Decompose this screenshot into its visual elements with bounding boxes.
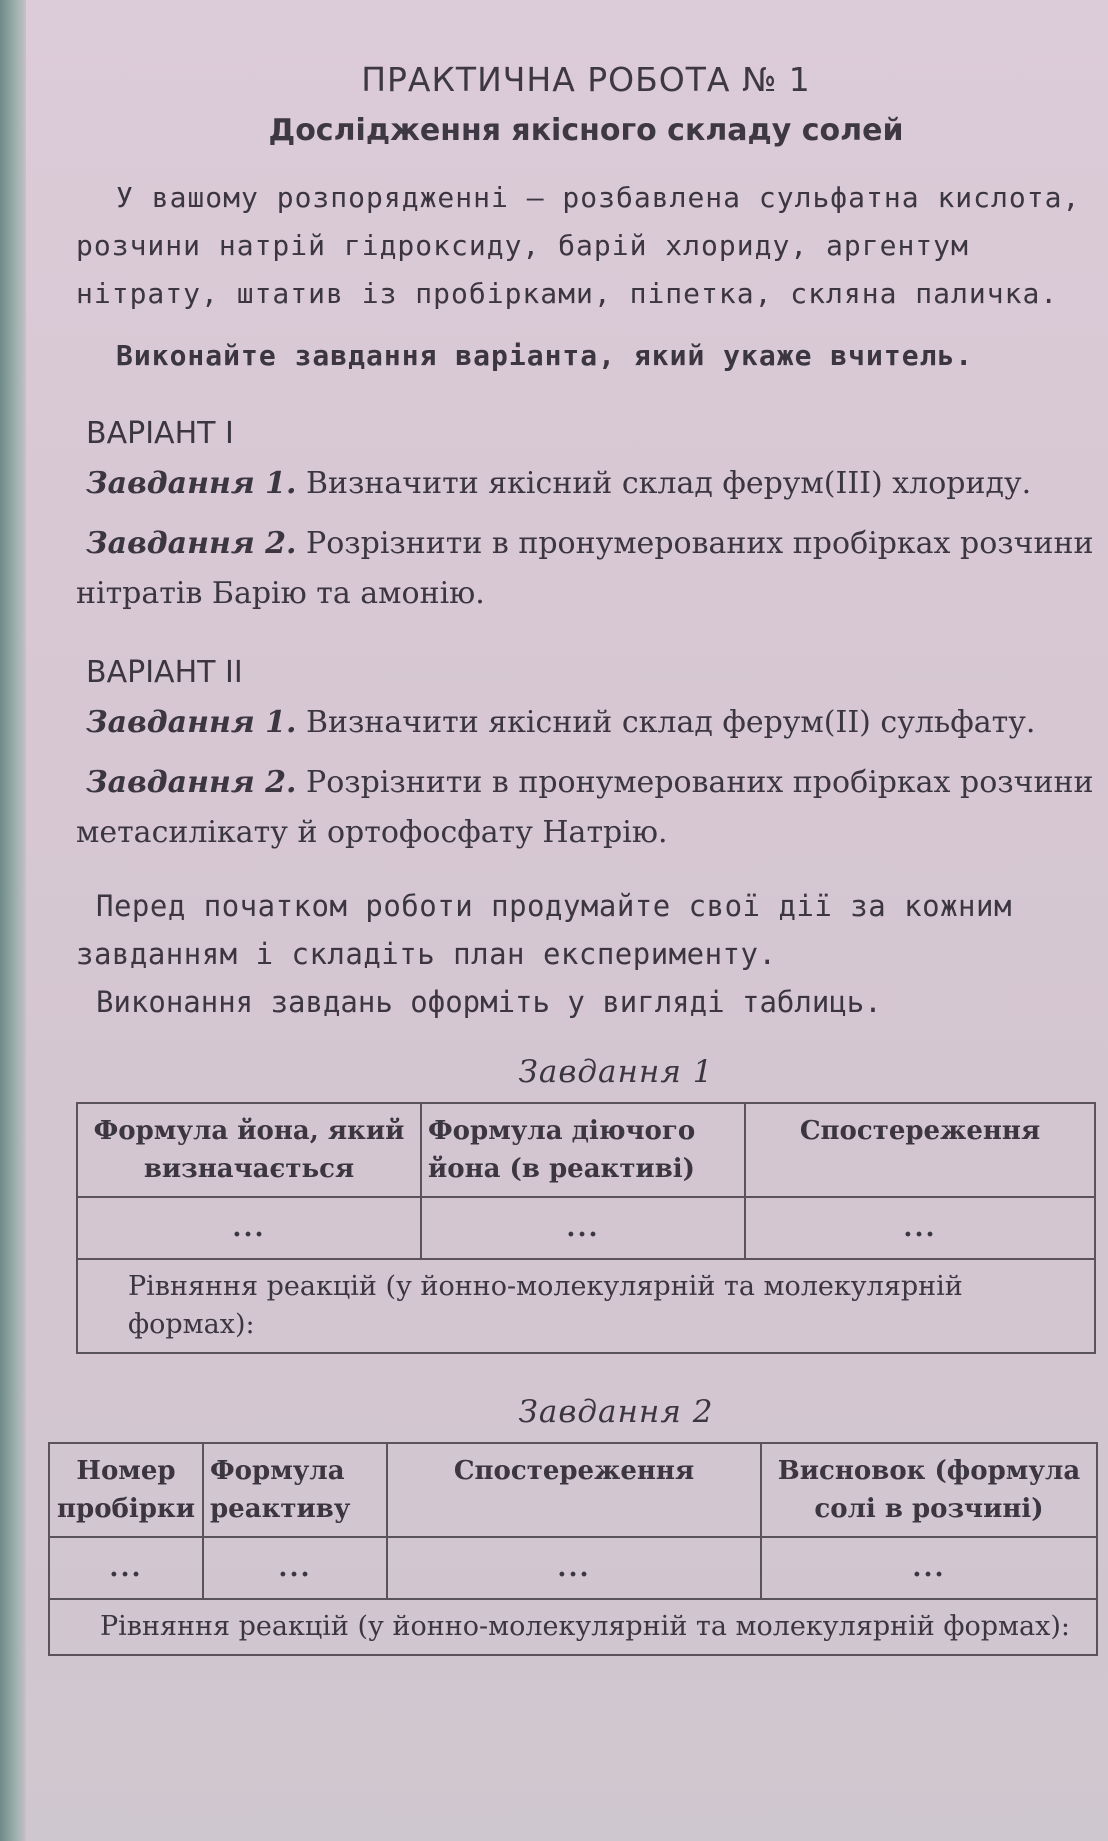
instructions-plan: Перед початком роботи продумайте свої дії за кожним завданням і складіть план експерименту.: [76, 889, 1012, 971]
table-1: [76, 1102, 1096, 1354]
table-2-caption: Завдання 2: [518, 1394, 714, 1430]
variant-1-task-1: [76, 459, 1096, 509]
table-header-cell: Спостереження: [745, 1103, 1095, 1197]
table-equation-row: [77, 1259, 1095, 1353]
table-header-cell: Висновок (формула солі в розчині): [761, 1443, 1097, 1537]
task-label: Завдання 1.: [86, 466, 297, 501]
equation-cell: Рівняння реакцій (у йонно-молекулярній та молекулярній формах):: [77, 1259, 1095, 1353]
task-text: Визначити якісний склад ферум(II) сульфату.: [296, 705, 1036, 740]
task-label: Завдання 2.: [86, 526, 297, 561]
table-header-cell: Формула діючого йона (в реактиві): [421, 1103, 745, 1197]
table-cell: ...: [387, 1537, 761, 1599]
table-header-row: [77, 1103, 1095, 1197]
variant-2-task-2: [76, 758, 1096, 858]
table-header-cell: Спостереження: [387, 1443, 761, 1537]
intro-instruction: Виконайте завдання варіанта, який укаже вчитель.: [116, 339, 974, 372]
table-row: [49, 1537, 1097, 1599]
variant-2-task-1: [76, 698, 1096, 748]
page-content: [56, 60, 1096, 1656]
table-equation-row: [49, 1599, 1097, 1655]
task-label: Завдання 2.: [86, 765, 297, 800]
textbook-page: [26, 0, 1108, 1841]
task-label: Завдання 1.: [86, 705, 297, 740]
table-cell: ...: [49, 1537, 203, 1599]
equation-cell: Рівняння реакцій (у йонно-молекулярній та молекулярній формах):: [49, 1599, 1097, 1655]
variant-1-task-2: [76, 519, 1096, 619]
task-text: Розрізнити в пронумерованих пробірках розчини нітратів Барію та амонію.: [76, 526, 1094, 611]
intro-paragraph: У вашому розпорядженні — розбавлена сульфатна кислота, розчини натрій гідроксиду, барій хлориду, аргентум нітрату, штатив із пробірками, піпетка, скляна паличка.: [76, 181, 1081, 310]
instructions-tables: Виконання завдань оформіть у вигляді таблиць.: [96, 985, 882, 1019]
table-1-caption: Завдання 1: [518, 1054, 714, 1090]
table-header-cell: Номер пробірки: [49, 1443, 203, 1537]
variant-2-heading: ВАРІАНТ II: [86, 655, 243, 690]
page-title: ПРАКТИЧНА РОБОТА № 1: [361, 60, 811, 99]
table-cell: ...: [761, 1537, 1097, 1599]
variant-1-heading: ВАРІАНТ I: [86, 416, 234, 451]
page-subtitle: Дослідження якісного складу солей: [268, 113, 904, 148]
table-header-row: [49, 1443, 1097, 1537]
table-header-cell: Формула реактиву: [203, 1443, 387, 1537]
book-spine-edge: [0, 0, 26, 1841]
table-row: [77, 1197, 1095, 1259]
table-header-cell: Формула йона, який визначається: [77, 1103, 421, 1197]
table-cell: ...: [421, 1197, 745, 1259]
table-cell: ...: [203, 1537, 387, 1599]
table-2: [48, 1442, 1098, 1656]
task-text: Розрізнити в пронумерованих пробірках розчини метасилікату й ортофосфату Натрію.: [76, 765, 1094, 850]
table-cell: ...: [77, 1197, 421, 1259]
task-text: Визначити якісний склад ферум(III) хлориду.: [296, 466, 1032, 501]
table-cell: ...: [745, 1197, 1095, 1259]
